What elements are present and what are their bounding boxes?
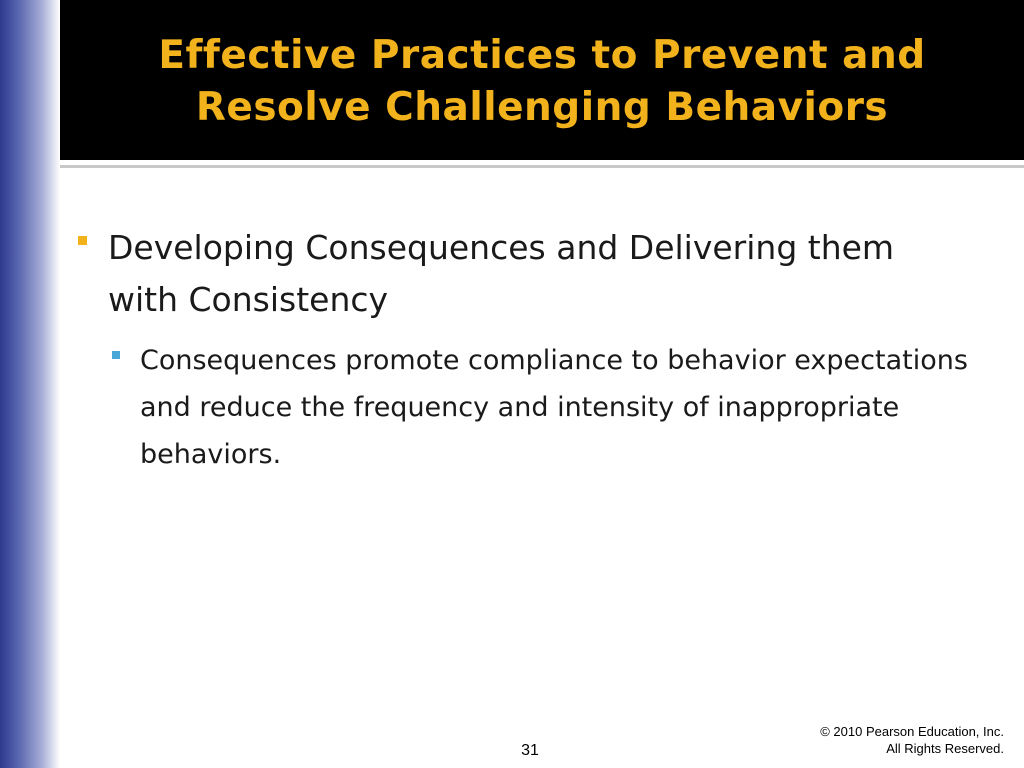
divider-line bbox=[60, 165, 1024, 168]
copyright-line-1: © 2010 Pearson Education, Inc. bbox=[820, 724, 1004, 739]
square-bullet-icon bbox=[112, 351, 120, 359]
slide-title-line-2: Resolve Challenging Behaviors bbox=[195, 85, 889, 130]
side-gradient-bar bbox=[0, 0, 60, 768]
bullet-level-2-text: Consequences promote compliance to behavior expectations and reduce the frequency and intensity of inappropriate behaviors. bbox=[140, 345, 968, 470]
copyright-notice bbox=[820, 723, 1004, 757]
copyright-line-2: All Rights Reserved. bbox=[886, 741, 1004, 756]
square-bullet-icon bbox=[78, 236, 87, 245]
slide-title-line-1: Effective Practices to Prevent and bbox=[158, 33, 926, 78]
slide-title bbox=[60, 30, 1024, 134]
page-number: 31 bbox=[521, 742, 539, 759]
bullet-level-1-text: Developing Consequences and Delivering them with Consistency bbox=[108, 228, 895, 319]
